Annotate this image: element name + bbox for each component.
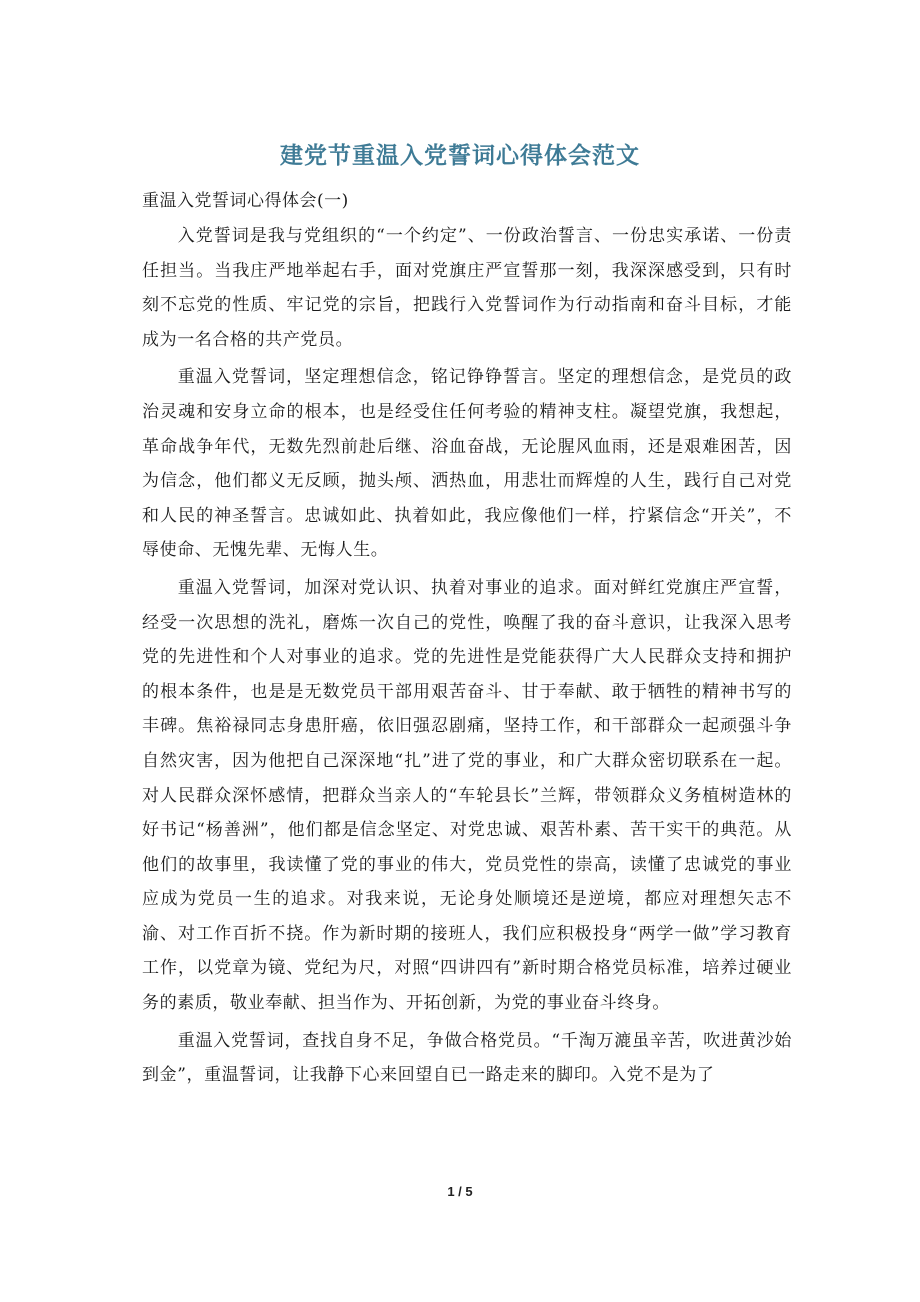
paragraph-4: 重温入党誓词，查找自身不足，争做合格党员。“千淘万漉虽辛苦，吹进黄沙始到金”，重温誓词，让我静下心来回望自已一路走来的脚印。入党不是为了: [142, 1030, 792, 1086]
paragraph-2: 重温入党誓词，坚定理想信念，铭记铮铮誓言。坚定的理想信念，是党员的政治灵魂和安身立命的根本，也是经受住任何考验的精神支柱。凝望党旗，我想起，革命战争年代，无数先烈前赴后继、浴血奋战，无论腥风血雨，还是艰难困苦，因为信念，他们都义无反顾，抛头颅、洒热血，用悲壮而辉煌的人生，践行自己对党和人民的神圣誓言。忠诚如此、执着如此，我应像他们一样，拧紧信念“开关”，不辱使命、无愧先辈、无悔人生。: [142, 367, 792, 561]
section-subheading: 重温入党誓词心得体会(一): [142, 191, 349, 211]
document-body: [142, 184, 792, 1096]
paragraph-1: 入党誓词是我与党组织的“一个约定”、一份政治誓言、一份忠实承诺、一份责任担当。当我庄严地举起右手，面对党旗庄严宣誓那一刻，我深深感受到，只有时刻不忘党的性质、牢记党的宗旨，把践行入党誓词作为行动指南和奋斗目标，才能成为一名合格的共产党员。: [142, 226, 792, 350]
page-number: 1 / 5: [447, 1184, 473, 1199]
paragraph-3: 重温入党誓词，加深对党认识、执着对事业的追求。面对鲜红党旗庄严宣誓，经受一次思想的洗礼，磨炼一次自己的党性，唤醒了我的奋斗意识，让我深入思考党的先进性和个人对事业的追求。党的先进性是党能获得广大人民群众支持和拥护的根本条件，也是是无数党员干部用艰苦奋斗、甘于奉献、敢于牺牲的精神书写的丰碑。焦裕禄同志身患肝癌，依旧强忍剧痛，坚持工作，和干部群众一起顽强斗争自然灾害，因为他把自己深深地“扎”进了党的事业，和广大群众密切联系在一起。对人民群众深怀感情，把群众当亲人的“车轮县长”兰辉，带领群众义务植树造林的好书记“杨善洲”，他们都是信念坚定、对党忠诚、艰苦朴素、苦干实干的典范。从他们的故事里，我读懂了党的事业的伟大，党员党性的崇高，读懂了忠诚党的事业应成为党员一生的追求。对我来说，无论身处顺境还是逆境，都应对理想矢志不渝、对工作百折不挠。作为新时期的接班人，我们应积极投身“两学一做”学习教育工作，以党章为镜、党纪为尺，对照“四讲四有”新时期合格党员标准，培养过硬业务的素质，敬业奉献、担当作为、开拓创新，为党的事业奋斗终身。: [142, 577, 792, 1014]
document-title: 建党节重温入党誓词心得体会范文: [280, 142, 640, 169]
